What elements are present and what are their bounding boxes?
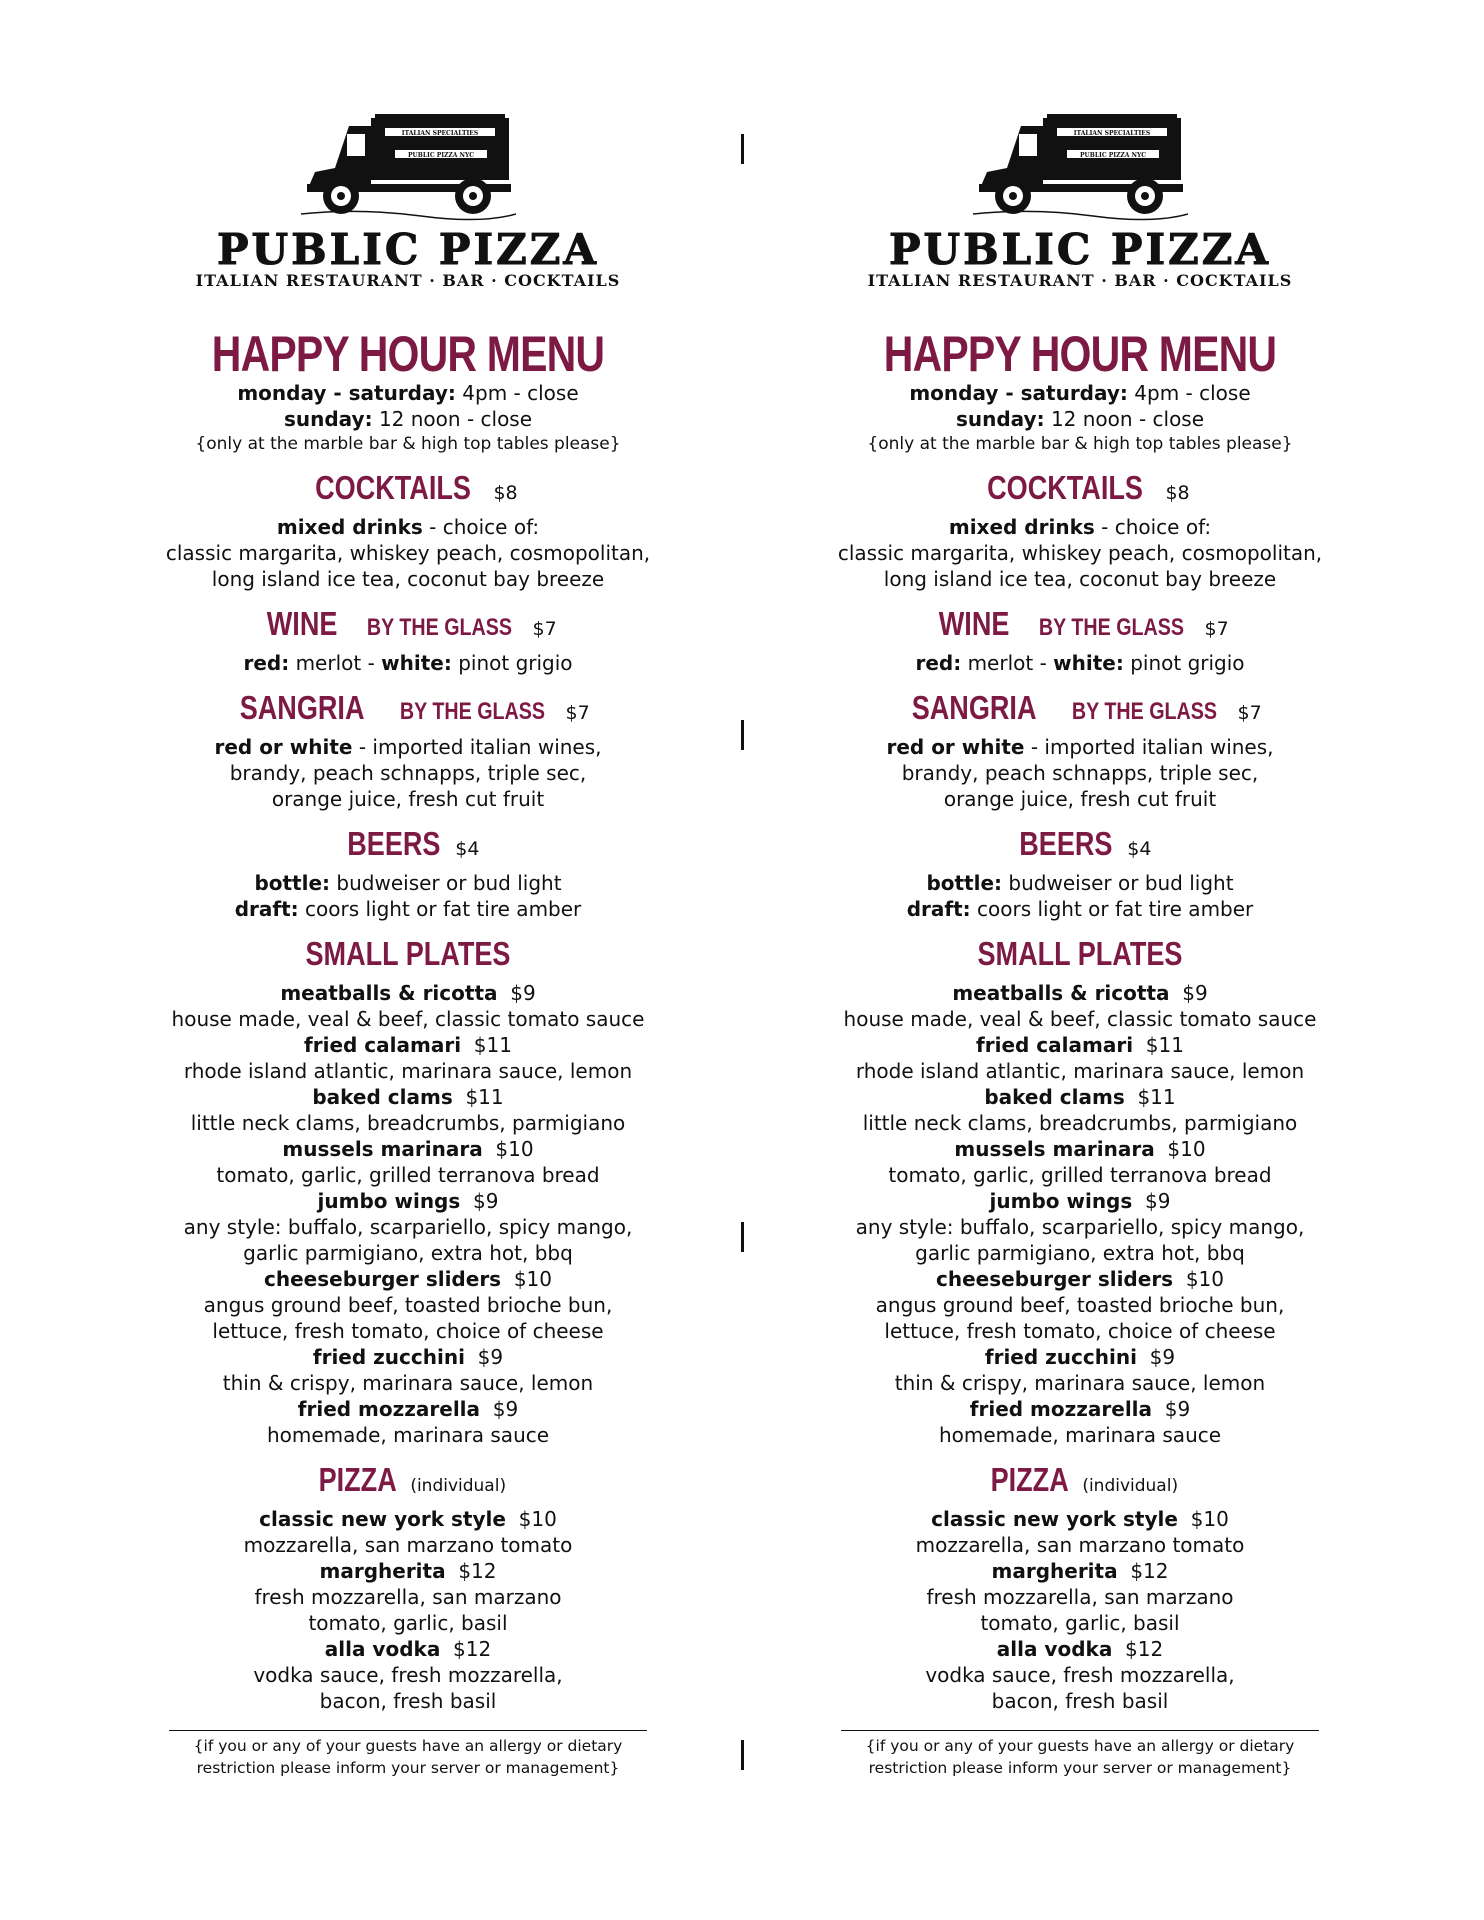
menu-item-description: bacon, fresh basil <box>991 1689 1169 1713</box>
menu-item-name: fried calamari <box>304 1033 462 1057</box>
menu-item-price: $10 <box>1167 1137 1206 1161</box>
section-subtitle: BY THE GLASS <box>399 698 545 725</box>
section-wine: WINE BY THE GLASS $7 red: merlot - white: pinot grigio <box>243 605 573 675</box>
menu-item-name: baked clams <box>984 1085 1125 1109</box>
section-title: PIZZA <box>318 1461 397 1498</box>
section-cocktails: COCKTAILS $8 mixed drinks - choice of: classic margarita, whiskey peach, cosmopolitan, long island ice tea, coconut bay breeze <box>165 469 651 591</box>
menu-item <box>820 1344 1340 1396</box>
section-price: $4 <box>455 838 480 860</box>
section-title: WINE <box>267 605 338 642</box>
section-price: $7 <box>1237 702 1262 724</box>
menu-item-description: house made, veal & beef, classic tomato sauce <box>171 1007 645 1031</box>
section-note: (individual) <box>1082 1476 1179 1496</box>
menu-item-description: tomato, garlic, grilled terranova bread <box>216 1163 600 1187</box>
menu-item-name: margherita <box>991 1559 1118 1583</box>
section-title: SMALL PLATES <box>977 935 1183 972</box>
menu-item-name: fried calamari <box>976 1033 1134 1057</box>
menu-item-description: lettuce, fresh tomato, choice of cheese <box>212 1319 604 1343</box>
section-title: SANGRIA <box>239 689 365 726</box>
menu-item-price: $9 <box>477 1345 504 1369</box>
section-beers: BEERS $4 bottle: budweiser or bud light draft: coors light or fat tire amber <box>234 825 582 921</box>
menu-item-description: thin & crispy, marinara sauce, lemon <box>222 1371 594 1395</box>
logo <box>820 110 1340 290</box>
hours-note: {only at the marble bar & high top tables please} <box>867 434 1293 454</box>
menu-item <box>820 1136 1340 1188</box>
menu-item-description: vodka sauce, fresh mozzarella, <box>253 1663 563 1687</box>
menu-item-description: mozzarella, san marzano tomato <box>243 1533 573 1557</box>
menu-item-price: $9 <box>1149 1345 1176 1369</box>
menu-item-description: lettuce, fresh tomato, choice of cheese <box>884 1319 1276 1343</box>
menu-item <box>820 980 1340 1032</box>
menu-item-description: angus ground beef, toasted brioche bun, <box>875 1293 1285 1317</box>
section-price: $7 <box>532 618 557 640</box>
section-sangria: SANGRIA BY THE GLASS $7 red or white - imported italian wines, brandy, peach schnapps, triple sec, orange juice, fresh cut fruit <box>214 689 602 811</box>
section-small-plates <box>820 934 1340 1448</box>
small-plates-list <box>820 980 1340 1448</box>
section-price: $7 <box>1204 618 1229 640</box>
menu-item-name: meatballs & ricotta <box>952 981 1170 1005</box>
section-price: $8 <box>493 482 518 504</box>
logo-tagline: ITALIAN RESTAURANT · BAR · COCKTAILS <box>867 271 1293 290</box>
menu-item-name: alla vodka <box>324 1637 441 1661</box>
cut-mark <box>741 1222 744 1252</box>
logo-wordmark: PUBLIC PIZZA <box>216 225 600 274</box>
menu-item <box>148 980 668 1032</box>
section-beers: BEERS $4 bottle: budweiser or bud light draft: coors light or fat tire amber <box>906 825 1254 921</box>
menu-item-description: tomato, garlic, basil <box>980 1611 1180 1635</box>
section-title: PIZZA <box>990 1461 1069 1498</box>
section-subtitle: BY THE GLASS <box>366 614 512 641</box>
menu-item-price: $11 <box>1145 1033 1184 1057</box>
menu-item-price: $10 <box>513 1267 552 1291</box>
menu-item-description: rhode island atlantic, marinara sauce, lemon <box>855 1059 1305 1083</box>
menu-item-name: classic new york style <box>259 1507 506 1531</box>
cut-mark <box>741 1740 744 1770</box>
menu-item-description: garlic parmigiano, extra hot, bbq <box>243 1241 573 1265</box>
menu-card-left <box>148 110 668 1779</box>
menu-item-description: fresh mozzarella, san marzano <box>926 1585 1234 1609</box>
menu-item <box>820 1396 1340 1448</box>
menu-item-name: meatballs & ricotta <box>280 981 498 1005</box>
menu-item-description: garlic parmigiano, extra hot, bbq <box>915 1241 1245 1265</box>
menu-item-price: $10 <box>495 1137 534 1161</box>
section-title: WINE <box>939 605 1010 642</box>
section-price: $7 <box>565 702 590 724</box>
section-note: (individual) <box>410 1476 507 1496</box>
menu-title: HAPPY HOUR MENU <box>883 326 1277 382</box>
menu-item-name: jumbo wings <box>989 1189 1133 1213</box>
menu-item <box>820 1636 1340 1714</box>
menu-item-description: tomato, garlic, grilled terranova bread <box>888 1163 1272 1187</box>
menu-item <box>148 1032 668 1084</box>
menu-item <box>820 1084 1340 1136</box>
menu-title: HAPPY HOUR MENU <box>211 326 605 382</box>
menu-item-price: $9 <box>473 1189 499 1213</box>
menu-item-name: mussels marinara <box>282 1137 483 1161</box>
delivery-truck-illustration <box>973 110 1188 222</box>
menu-item-description: fresh mozzarella, san marzano <box>254 1585 562 1609</box>
allergy-note: {if you or any of your guests have an allergy or dietary restriction please inform your server or management} <box>193 1737 623 1777</box>
section-title: SMALL PLATES <box>305 935 511 972</box>
cut-mark <box>741 134 744 164</box>
hours-sunday: sunday: 12 noon - close <box>955 407 1205 431</box>
menu-item-name: baked clams <box>312 1085 453 1109</box>
hours-weekday: monday - saturday: 4pm - close <box>237 381 579 405</box>
logo-wordmark: PUBLIC PIZZA <box>888 225 1272 274</box>
hours-sunday: sunday: 12 noon - close <box>283 407 533 431</box>
menu-item <box>148 1636 668 1714</box>
logo-tagline: ITALIAN RESTAURANT · BAR · COCKTAILS <box>195 271 621 290</box>
menu-item-price: $10 <box>1185 1267 1224 1291</box>
menu-item-price: $12 <box>458 1559 497 1583</box>
menu-item-price: $9 <box>1145 1189 1171 1213</box>
delivery-truck-illustration <box>301 110 516 222</box>
allergy-note: {if you or any of your guests have an allergy or dietary restriction please inform your server or management} <box>865 1737 1295 1777</box>
logo <box>148 110 668 290</box>
menu-item-price: $12 <box>1130 1559 1169 1583</box>
hours-note: {only at the marble bar & high top tables please} <box>195 434 621 454</box>
menu-item-name: cheeseburger sliders <box>264 1267 502 1291</box>
menu-item <box>148 1396 668 1448</box>
svg-text:PUBLIC PIZZA NYC: PUBLIC PIZZA NYC <box>1079 152 1146 159</box>
footer-divider <box>841 1730 1319 1731</box>
section-title: BEERS <box>1018 825 1112 862</box>
menu-item-name: fried zucchini <box>984 1345 1137 1369</box>
section-title: BEERS <box>346 825 440 862</box>
menu-item-description: mozzarella, san marzano tomato <box>915 1533 1245 1557</box>
menu-item-name: fried mozzarella <box>297 1397 481 1421</box>
menu-item-description: vodka sauce, fresh mozzarella, <box>925 1663 1235 1687</box>
menu-item <box>820 1266 1340 1344</box>
menu-item-description: house made, veal & beef, classic tomato sauce <box>843 1007 1317 1031</box>
menu-item-description: tomato, garlic, basil <box>308 1611 508 1635</box>
section-pizza <box>148 1460 668 1714</box>
hours-weekday: monday - saturday: 4pm - close <box>909 381 1251 405</box>
cut-mark <box>741 720 744 750</box>
menu-item-name: jumbo wings <box>317 1189 461 1213</box>
menu-item-description: any style: buffalo, scarpariello, spicy mango, <box>183 1215 633 1239</box>
menu-item-name: classic new york style <box>931 1507 1178 1531</box>
menu-item-price: $11 <box>1137 1085 1176 1109</box>
section-cocktails: COCKTAILS $8 mixed drinks - choice of: classic margarita, whiskey peach, cosmopolitan, long island ice tea, coconut bay breeze <box>837 469 1323 591</box>
menu-item <box>148 1136 668 1188</box>
menu-item-name: fried zucchini <box>312 1345 465 1369</box>
menu-item <box>148 1506 668 1558</box>
menu-item-description: rhode island atlantic, marinara sauce, lemon <box>183 1059 633 1083</box>
section-wine: WINE BY THE GLASS $7 red: merlot - white: pinot grigio <box>915 605 1245 675</box>
menu-item <box>820 1188 1340 1266</box>
menu-item-name: fried mozzarella <box>969 1397 1153 1421</box>
menu-item <box>820 1558 1340 1636</box>
section-title: SANGRIA <box>911 689 1037 726</box>
menu-item-description: angus ground beef, toasted brioche bun, <box>203 1293 613 1317</box>
menu-item-name: cheeseburger sliders <box>936 1267 1174 1291</box>
section-price: $4 <box>1127 838 1152 860</box>
menu-item-price: $11 <box>473 1033 512 1057</box>
menu-item <box>148 1084 668 1136</box>
pizza-list <box>820 1506 1340 1714</box>
svg-text:PUBLIC PIZZA NYC: PUBLIC PIZZA NYC <box>407 152 474 159</box>
menu-item-price: $9 <box>1164 1397 1191 1421</box>
menu-item-name: mussels marinara <box>954 1137 1155 1161</box>
section-title: COCKTAILS <box>315 469 472 506</box>
menu-item-price: $10 <box>518 1507 557 1531</box>
section-pizza <box>820 1460 1340 1714</box>
menu-item-price: $9 <box>510 981 536 1005</box>
menu-item-price: $12 <box>1125 1637 1164 1661</box>
menu-item-description: homemade, marinara sauce <box>938 1423 1222 1447</box>
footer-divider <box>169 1730 647 1731</box>
menu-item-price: $12 <box>453 1637 492 1661</box>
menu-item-description: any style: buffalo, scarpariello, spicy mango, <box>855 1215 1305 1239</box>
menu-item-description: little neck clams, breadcrumbs, parmigiano <box>190 1111 626 1135</box>
small-plates-list <box>148 980 668 1448</box>
section-price: $8 <box>1165 482 1190 504</box>
menu-item-price: $11 <box>465 1085 504 1109</box>
menu-item-name: margherita <box>319 1559 446 1583</box>
menu-item <box>148 1266 668 1344</box>
menu-item-description: bacon, fresh basil <box>319 1689 497 1713</box>
menu-item-description: homemade, marinara sauce <box>266 1423 550 1447</box>
menu-item <box>148 1188 668 1266</box>
pizza-list <box>148 1506 668 1714</box>
menu-item <box>820 1506 1340 1558</box>
section-title: COCKTAILS <box>987 469 1144 506</box>
menu-card-right <box>820 110 1340 1779</box>
menu-item <box>820 1032 1340 1084</box>
svg-text:ITALIAN SPECIALTIES: ITALIAN SPECIALTIES <box>401 130 478 137</box>
menu-item-name: alla vodka <box>996 1637 1113 1661</box>
menu-item-price: $9 <box>492 1397 519 1421</box>
menu-item <box>148 1344 668 1396</box>
section-sangria: SANGRIA BY THE GLASS $7 red or white - imported italian wines, brandy, peach schnapps, triple sec, orange juice, fresh cut fruit <box>886 689 1274 811</box>
svg-text:ITALIAN SPECIALTIES: ITALIAN SPECIALTIES <box>1073 130 1150 137</box>
menu-item-description: little neck clams, breadcrumbs, parmigiano <box>862 1111 1298 1135</box>
section-subtitle: BY THE GLASS <box>1038 614 1184 641</box>
section-subtitle: BY THE GLASS <box>1071 698 1217 725</box>
menu-item-price: $9 <box>1182 981 1208 1005</box>
menu-item-price: $10 <box>1190 1507 1229 1531</box>
menu-item <box>148 1558 668 1636</box>
menu-item-description: thin & crispy, marinara sauce, lemon <box>894 1371 1266 1395</box>
section-small-plates <box>148 934 668 1448</box>
